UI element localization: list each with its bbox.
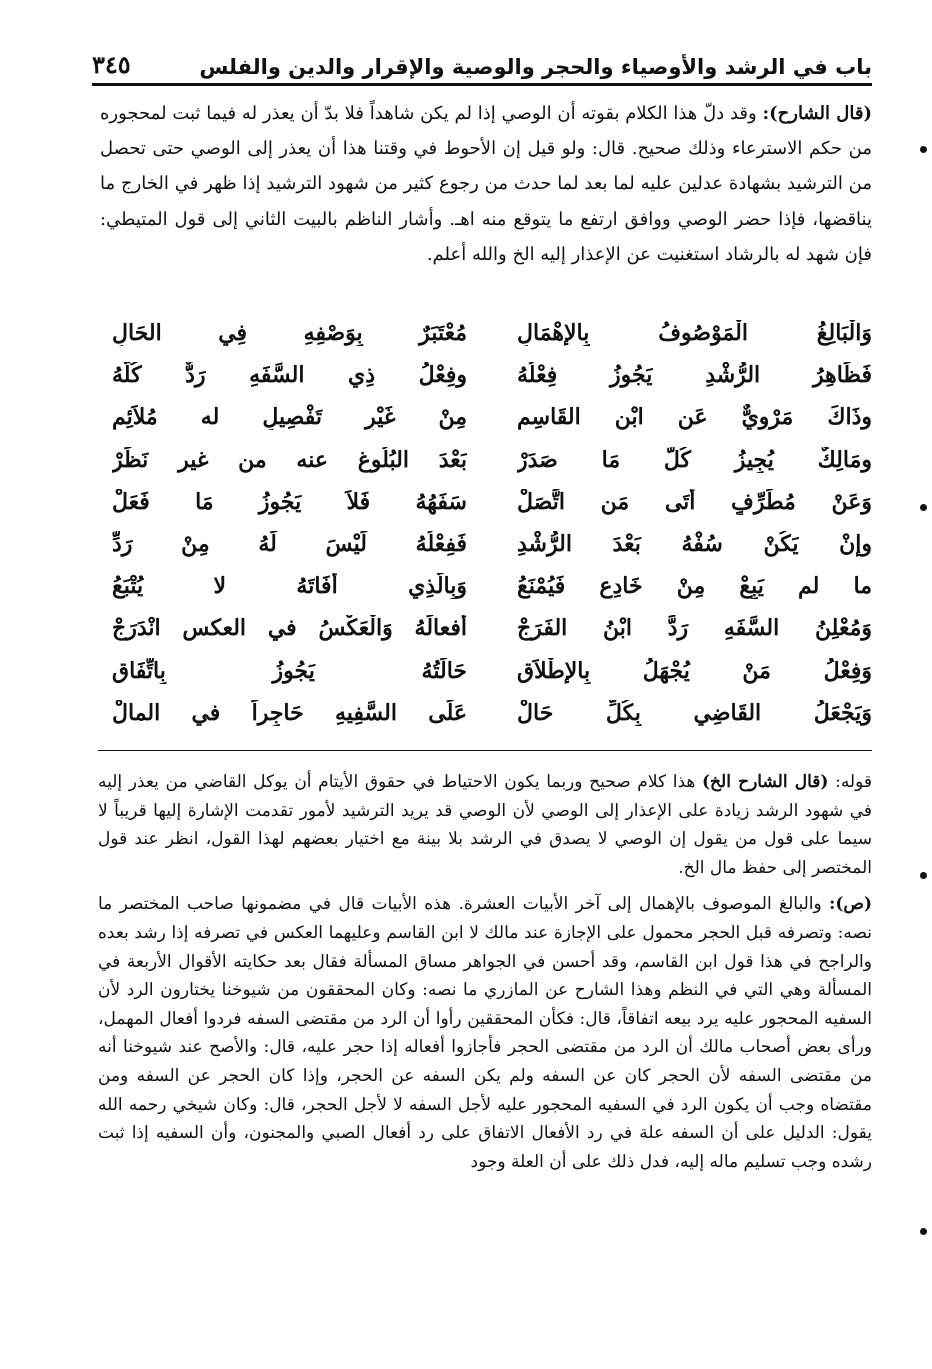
verse-second-hemistich: وَبِالَّذِي أَفَاتَهُ لا يُتْبَعُ — [112, 573, 467, 600]
verse-first-hemistich: وإنْ يَكُنْ سُفْهُ بَعْدَ الرُّشْدِ — [517, 531, 872, 558]
verse-row — [112, 481, 872, 523]
page-number: ٣٤٥ — [92, 50, 131, 79]
verse-first-hemistich: وَفِعْلُ مَنْ يُجْهَلُ بِالإطْلاَقِ — [517, 657, 872, 684]
verse-first-hemistich: وَمُعْلِنُ السَّفَهِ رَدَّ ابْنُ الفَرَجْ — [517, 615, 872, 642]
commentary-block — [100, 96, 872, 272]
margin-dot — [920, 146, 927, 153]
margin-dot — [920, 504, 927, 511]
verse-first-hemistich: وَالْبَالِغُ الْمَوْصُوفُ بِالإِهْمَالِ — [517, 320, 872, 347]
commentary-paragraph — [100, 96, 872, 272]
verse-row — [112, 354, 872, 396]
poem-verses — [112, 312, 872, 734]
verse-second-hemistich: وفِعْلُ ذِي السَّفَهِ رَدٌّ كُلُّهُ — [112, 362, 467, 389]
margin-dot — [920, 872, 927, 879]
footnote-paragraph — [98, 768, 872, 882]
verse-row — [112, 396, 872, 438]
footnote-divider — [98, 750, 872, 751]
footnote-lead: قوله: — [835, 772, 873, 792]
verse-second-hemistich: فَفِعْلُهُ لَيْسَ لَهُ مِنْ رَدِّ — [112, 531, 467, 558]
footnote-paragraph — [98, 890, 872, 1176]
verse-first-hemistich: ومَالِكٌ يُجِيزُ كُلَّ مَا صَدَرْ — [517, 446, 872, 473]
verse-first-hemistich: فَظَاهِرُ الرُّشْدِ يَجُوزُ فِعْلُهُ — [517, 362, 872, 389]
verse-first-hemistich: ما لم يَبِعْ مِنْ خَادِعٍ فَيُمْنَعُ — [517, 573, 872, 600]
margin-dot — [920, 1228, 927, 1235]
verse-second-hemistich: أفعالَهُ وَالْعَكْسُ في العكس انْدَرَجْ — [112, 615, 467, 642]
chapter-title: باب في الرشد والأوصياء والحجر والوصية والإقرار والدين والفلس — [199, 55, 872, 79]
commentary-label: (قال الشارح): — [762, 103, 872, 124]
footnote-label: (قال الشارح الخ) — [702, 772, 829, 792]
verse-second-hemistich: مِنْ غَيْرِ تَفْصِيلٍ له مُلاَئِمِ — [112, 404, 467, 431]
verse-row — [112, 439, 872, 481]
footnotes-block — [98, 768, 872, 1184]
verse-second-hemistich: حَالَتُهُ يَجُوزُ بِاتِّفَاقِ — [112, 657, 467, 684]
verse-row — [112, 650, 872, 692]
verse-first-hemistich: وذَاكَ مَرْوِيٌّ عَنِ ابْنِ القَاسِمِ — [517, 404, 872, 431]
verse-second-hemistich: عَلَى السَّفِيهِ حَاجِراً في المالْ — [112, 699, 467, 726]
commentary-text: وقد دلّ هذا الكلام بقوته أن الوصي إذا لم يكن شاهداً فلا بدّ أن يعذر له فيما ثبت لمحجوره من حكم الاسترعاء وذلك صحيح. قال: ولو قيل إن الأحوط في وقتنا هذا أن يعذر إلى الوصي حتى تحصل من الترشيد بشهادة عدلين عليه لما بعد لما حدث من رجوع كثير من شهود الترشيد إذا ظهر في الخارج ما يناقضها، فإذا حضر الوصي ووافق ارتفع ما يتوقع منه اهـ. وأشار الناظم بالبيت الثاني إلى قول المتيطي: فإن شهد له بالرشاد استغنيت عن الإعذار إليه الخ والله أعلم. — [100, 103, 872, 265]
verse-first-hemistich: وَعَنْ مُطَرِّفٍ أتَى مَنِ اتَّصَلْ — [517, 488, 872, 515]
verse-first-hemistich: وَيَجْعَلُ القَاضِي بِكُلِّ حَالْ — [517, 699, 872, 726]
verse-row — [112, 607, 872, 649]
verse-row — [112, 565, 872, 607]
footnote-text: هذا كلام صحيح وربما يكون الاحتياط في حقوق الأيتام أن يوكل القاضي من يعذر إليه في شهود الرشد زيادة على الإعذار إلى الوصي لأن الوصي قد يريد الترشيد لأمور تقدمت الإشارة إليها قريباً لا سيما على قول من يقول إن الوصي لا يصدق في الرشد بلا بينة مع اختيار بعضهم لهذا القول، انظر عند قول المختصر إلى حفظ مال الخ. — [98, 772, 872, 878]
verse-row — [112, 692, 872, 734]
verse-row — [112, 523, 872, 565]
verse-second-hemistich: سَفَهُهُ فَلاَ يَجُوزُ مَا فَعَلْ — [112, 488, 467, 515]
page-header — [92, 34, 872, 86]
footnote-text: والبالغ الموصوف بالإهمال إلى آخر الأبيات العشرة. هذه الأبيات قال في مضمونها صاحب المختصر ما نصه: وتصرفه قبل الحجر محمول على الإجازة عند مالك لا ابن القاسم وعليهما العكس في تصرفه إذا رشد بعده والراجح في هذا قول ابن القاسم، وقد أحسن في الجواهر مساق المسألة فقال بعد حكايته الأقوال الأربعة في المسألة وهي التي في النظم وهذا الشارح عن المازري ما نصه: وكان المحققون من شيوخنا يختارون الرد لأن السفيه المحجور عليه يرد بيعه اتفاقاً، قال: فكأن المحققين رأوا أن الرد من مقتضى السفه فردوا أفعال المهمل، ورأى بعض أصحاب مالك أن الرد من مقتضى الحجر فأجازوا أفعاله إذا حجر عليه، قال: والأصح عند شيوخنا أنه من مقتضى السفه لأن الحجر كان عن السفه ولم يكن السفه عن الحجر، وإذا كان الحجر عن السفه ومن مقتضاه وجب أن يكون الرد في السفيه المحجور عليه لأجل السفه لا لأجل الحجر، قال: وكان شيخي رحمه الله يقول: الدليل على أن السفه علة في رد الأفعال الاتفاق على رد أفعال الصبي والمجنون، وأن السفيه إذا ثبت رشده وجب تسليم ماله إليه، فدل ذلك على أن العلة وجود — [98, 894, 872, 1172]
verse-row — [112, 312, 872, 354]
verse-second-hemistich: مُعْتَبَرٌ بِوَصْفِهِ فِي الحَالِ — [112, 320, 467, 347]
footnote-label: (ص): — [829, 894, 873, 915]
verse-second-hemistich: بَعْدَ البُلُوغ عنه من غير نَظَرْ — [112, 446, 467, 473]
